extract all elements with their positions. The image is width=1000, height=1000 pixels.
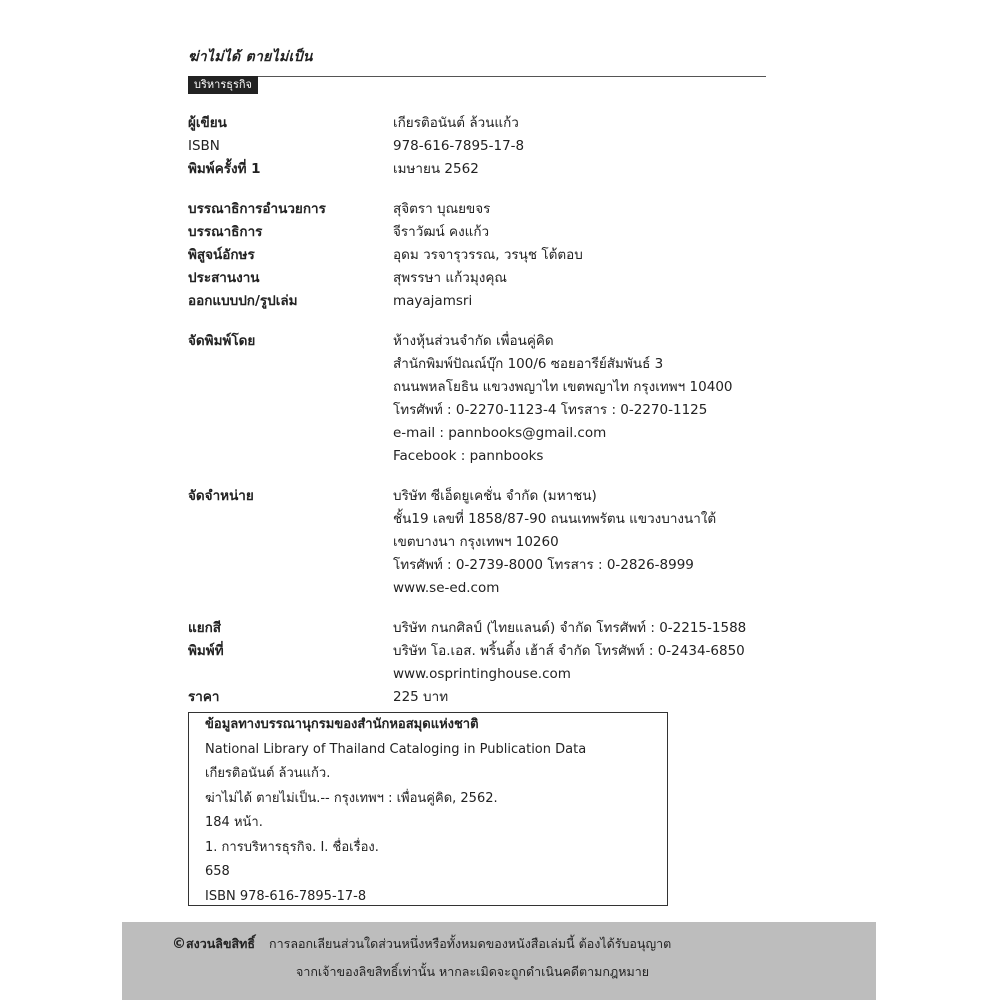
staff-row [188,290,788,313]
printer-value: บริษัท โอ.เอส. พริ้นติ้ง เฮ้าส์ จำกัด โทรศัพท์ : 0-2434-6850 [393,643,745,659]
staff-row [188,221,788,244]
copyright-label: สงวนลิขสิทธิ์ [186,936,256,951]
cip-line: เกียรติอนันต์ ล้วนแก้ว. [205,766,331,781]
managing-editor-value: สุจิตรา บุณยขจร [393,201,491,217]
edition-row [188,158,788,181]
isbn-row [188,135,788,158]
distributor-website: www.se-ed.com [393,580,500,596]
color-separation-row [188,617,788,640]
managing-editor-label: บรรณาธิการอำนวยการ [188,201,326,217]
editor-label: บรรณาธิการ [188,224,263,240]
distributor-label: จัดจำหน่าย [188,488,254,504]
copyright-line-1 [172,934,671,954]
distributor-row [188,485,788,508]
cip-isbn: ISBN 978-616-7895-17-8 [205,888,367,904]
colophon-info [188,112,788,709]
edition-value: เมษายน 2562 [393,161,479,177]
cip-line: ฆ่าไม่ได้ ตายไม่เป็น.-- กรุงเทพฯ : เพื่อนคู่คิด, 2562. [205,790,498,806]
price-value: 225 บาท [393,689,449,705]
distributor-line: บริษัท ซีเอ็ดยูเคชั่น จำกัด (มหาชน) [393,488,597,504]
proofreader-label: พิสูจน์อักษร [188,247,255,263]
publisher-label: จัดพิมพ์โดย [188,333,256,349]
color-separation-label: แยกสี [188,620,222,636]
printer-row [188,640,788,663]
distributor-line: เขตบางนา กรุงเทพฯ 10260 [393,534,559,550]
cip-line: 658 [205,864,230,879]
book-title: ฆ่าไม่ได้ ตายไม่เป็น [188,49,313,65]
price-row [188,686,788,709]
publisher-row [188,353,788,376]
proofreader-value: อุดม วรจารุวรรณ, วรนุช โต้ตอบ [393,247,583,263]
publisher-row [188,422,788,445]
cip-heading-th: ข้อมูลทางบรรณานุกรมของสำนักหอสมุดแห่งชาติ [205,717,479,732]
publisher-email: e-mail : pannbooks@gmail.com [393,425,607,441]
copyright-bar [122,922,876,1000]
cip-box [188,712,668,906]
designer-value: mayajamsri [393,293,473,309]
distributor-line: โทรศัพท์ : 0-2739-8000 โทรสาร : 0-2826-8999 [393,557,694,573]
printer-label: พิมพ์ที่ [188,643,224,659]
printer-website: www.osprintinghouse.com [393,666,571,682]
distributor-row [188,531,788,554]
publisher-row [188,445,788,468]
publisher-row [188,399,788,422]
header-rule [188,76,766,77]
copyright-icon: © [172,936,186,952]
distributor-row [188,508,788,531]
staff-row [188,267,788,290]
edition-label: พิมพ์ครั้งที่ 1 [188,161,261,177]
page-header [188,46,766,91]
author-label: ผู้เขียน [188,115,227,131]
editor-value: จีราวัฒน์ คงแก้ว [393,224,490,240]
publisher-row [188,376,788,399]
copyright-text-1: การลอกเลียนส่วนใดส่วนหนึ่งหรือทั้งหมดของหนังสือเล่มนี้ ต้องได้รับอนุญาต [269,936,672,951]
spacer [188,313,788,330]
spacer [188,181,788,198]
publisher-line: สำนักพิมพ์ปัณณ์บุ๊ก 100/6 ซอยอารีย์สัมพันธ์ 3 [393,356,664,372]
printer-web-row [188,663,788,686]
publisher-line: โทรศัพท์ : 0-2270-1123-4 โทรสาร : 0-2270-1125 [393,402,708,418]
designer-label: ออกแบบปก/รูปเล่ม [188,293,298,309]
cip-heading-en: National Library of Thailand Cataloging in Publication Data [205,741,587,757]
cip-line: 184 หน้า. [205,815,263,830]
section-tag: บริหารธุรกิจ [188,76,258,94]
distributor-line: ชั้น19 เลขที่ 1858/87-90 ถนนเทพรัตน แขวงบางนาใต้ [393,511,717,527]
publisher-line: ห้างหุ้นส่วนจำกัด เพื่อนคู่คิด [393,333,554,349]
spacer [188,600,788,617]
coordinator-label: ประสานงาน [188,270,260,286]
author-value: เกียรติอนันต์ ล้วนแก้ว [393,115,519,131]
color-separation-value: บริษัท กนกศิลป์ (ไทยแลนด์) จำกัด โทรศัพท์ : 0-2215-1588 [393,620,747,636]
publisher-facebook: Facebook : pannbooks [393,448,544,464]
isbn-value: 978-616-7895-17-8 [393,138,525,154]
publisher-row [188,330,788,353]
spacer [188,468,788,485]
isbn-label: ISBN [188,138,220,154]
publisher-line: ถนนพหลโยธิน แขวงพญาไท เขตพญาไท กรุงเทพฯ 10400 [393,379,733,395]
distributor-row [188,577,788,600]
price-label: ราคา [188,689,220,705]
copyright-text-2: จากเจ้าของลิขสิทธิ์เท่านั้น หากละเมิดจะถูกดำเนินคดีตามกฎหมาย [296,964,650,979]
distributor-row [188,554,788,577]
staff-row [188,244,788,267]
cip-line: 1. การบริหารธุรกิจ. I. ชื่อเรื่อง. [205,839,379,855]
staff-row [188,198,788,221]
author-row [188,112,788,135]
coordinator-value: สุพรรษา แก้วมุงคุณ [393,270,507,286]
